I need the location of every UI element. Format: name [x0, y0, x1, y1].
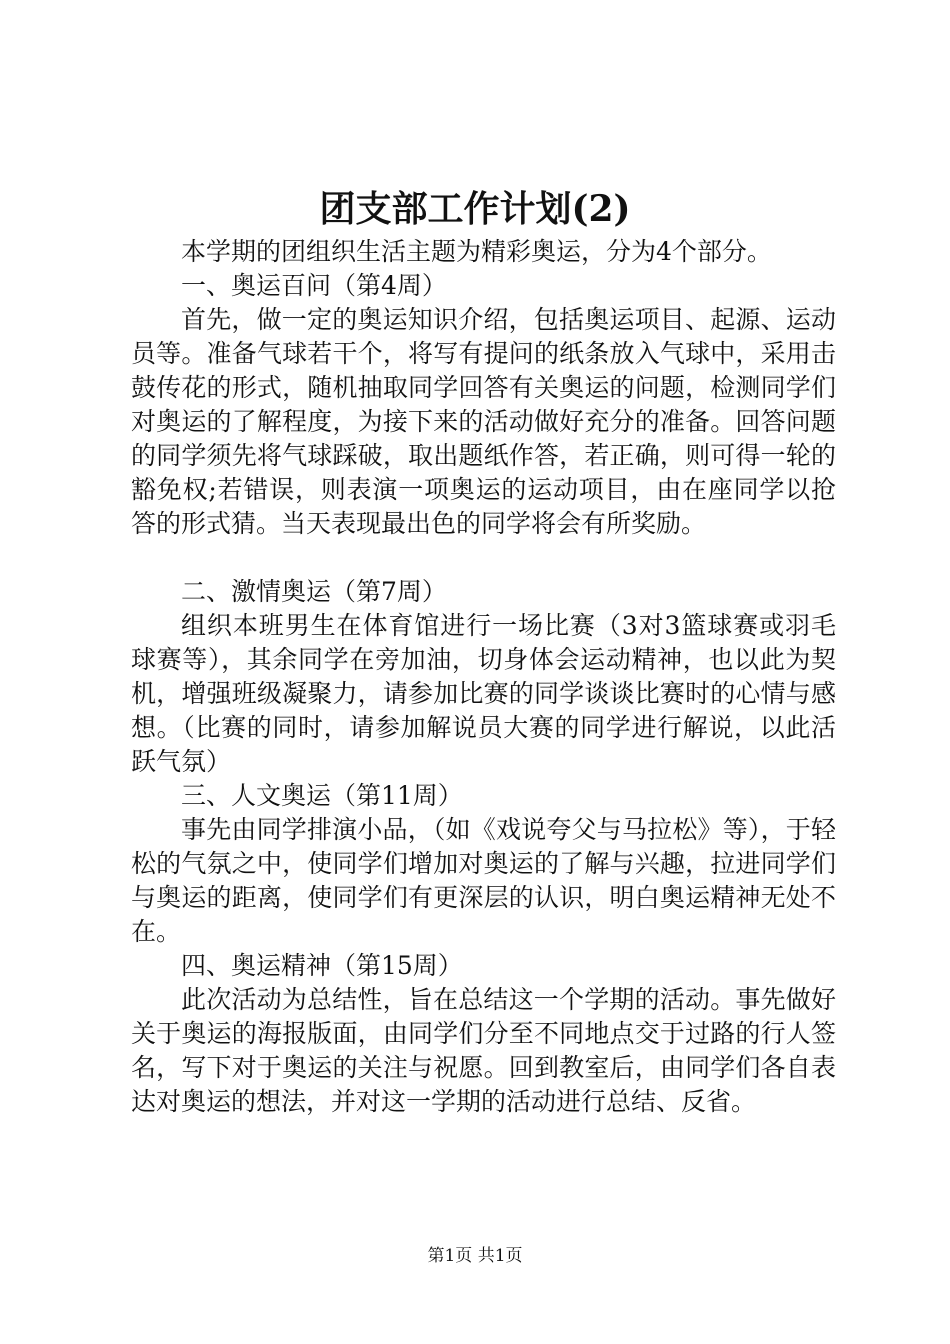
- section-3-body: 事先由同学排演小品，（如《戏说夸父与马拉松》等），于轻松的气氛之中，使同学们增加对奥运的了解与兴趣，拉进同学们与奥运的距离，使同学们有更深层的认识，明白奥运精神无处不在。: [131, 815, 836, 946]
- intro-paragraph: 本学期的团组织生活主题为精彩奥运，分为4个部分。: [181, 237, 772, 266]
- section-4-body: 此次活动为总结性，旨在总结这一个学期的活动。事先做好关于奥运的海报版面，由同学们分至不同地点交于过路的行人签名，写下对于奥运的关注与祝愿。回到教室后，由同学们各自表达对奥运的想法，并对这一学期的活动进行总结、反省。: [131, 985, 836, 1116]
- section-3-heading: 三、人文奥运（第11周）: [181, 781, 463, 810]
- paragraph-spacer: [131, 541, 836, 575]
- page-footer: 第1页 共1页: [427, 1246, 523, 1266]
- section-1-body: 首先，做一定的奥运知识介绍，包括奥运项目、起源、运动员等。准备气球若干个，将写有提问的纸条放入气球中，采用击鼓传花的形式，随机抽取同学回答有关奥运的问题，检测同学们对奥运的了解程度，为接下来的活动做好充分的准备。回答问题的同学须先将气球踩破，取出题纸作答，若正确，则可得一轮的豁免权;若错误，则表演一项奥运的运动项目，由在座同学以抢答的形式猜。当天表现最出色的同学将会有所奖励。: [131, 305, 836, 538]
- document-body: [131, 235, 836, 1119]
- section-1-heading: 一、奥运百问（第4周）: [181, 271, 447, 300]
- section-2-heading: 二、激情奥运（第7周）: [181, 577, 447, 606]
- section-4-heading: 四、奥运精神（第15周）: [181, 951, 463, 980]
- section-2-body: 组织本班男生在体育馆进行一场比赛（3对3篮球赛或羽毛球赛等），其余同学在旁加油，切身体会运动精神，也以此为契机，增强班级凝聚力，请参加比赛的同学谈谈比赛时的心情与感想。（比赛的同时，请参加解说员大赛的同学进行解说，以此活跃气氛）: [131, 611, 836, 776]
- document-title: 团支部工作计划(2): [319, 188, 631, 230]
